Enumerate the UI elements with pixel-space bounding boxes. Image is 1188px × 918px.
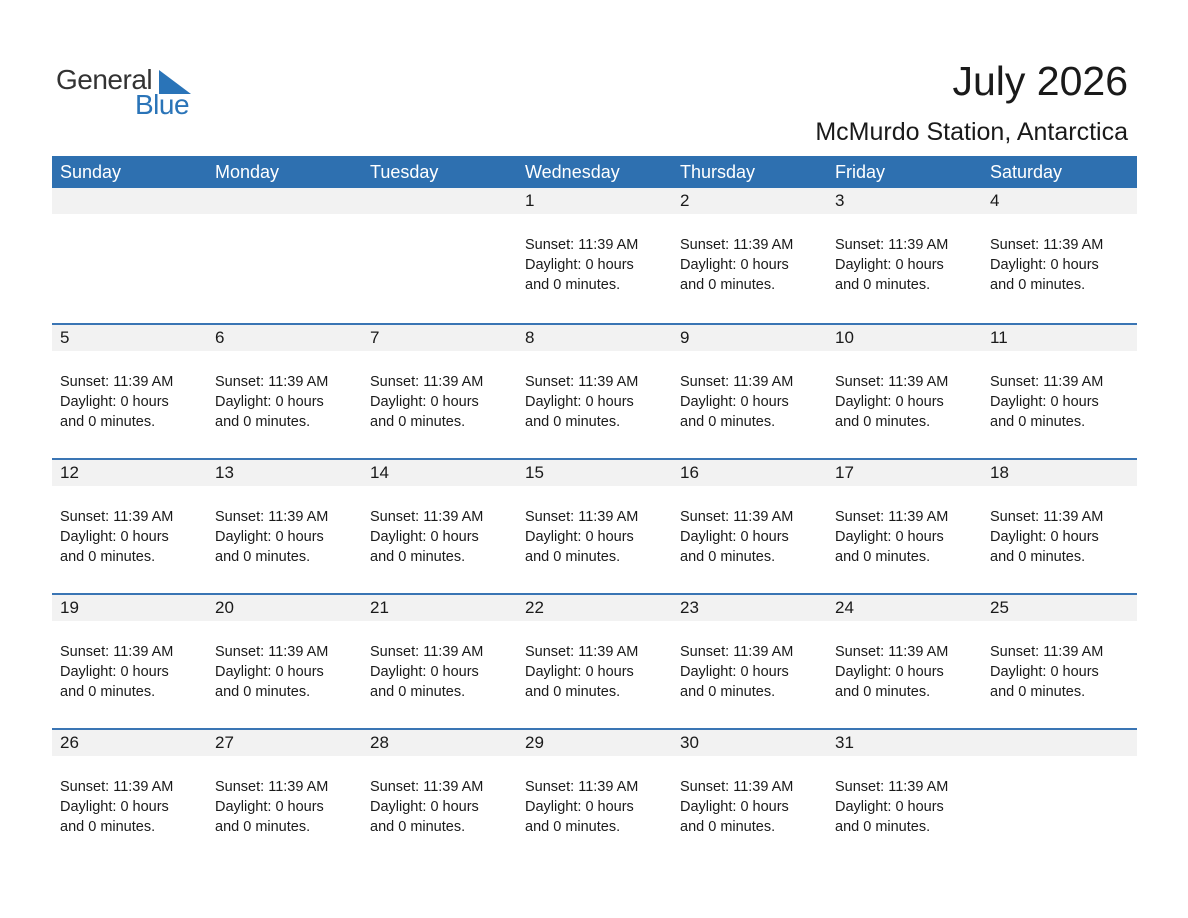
day-minutes-text: and 0 minutes.	[680, 414, 776, 430]
day-number: 23	[680, 598, 699, 617]
day-number: 5	[60, 328, 70, 347]
day-daylight-text: Daylight: 0 hours	[680, 257, 789, 273]
calendar-week	[52, 323, 1137, 458]
logo-text-general: General	[56, 64, 153, 95]
calendar-week	[52, 593, 1137, 728]
day-sunset-text: Sunset: 11:39 AM	[215, 779, 329, 795]
day-minutes-text: and 0 minutes.	[835, 549, 931, 565]
day-daylight-text: Daylight: 0 hours	[525, 529, 634, 545]
day-number: 6	[215, 328, 225, 347]
day-sunset-text: Sunset: 11:39 AM	[370, 779, 484, 795]
day-daylight-text: Daylight: 0 hours	[680, 799, 789, 815]
day-daylight-text: Daylight: 0 hours	[990, 257, 1099, 273]
day-daylight-text: Daylight: 0 hours	[990, 529, 1099, 545]
day-minutes-text: and 0 minutes.	[525, 549, 621, 565]
day-info-row	[52, 351, 1137, 432]
calendar-week	[52, 458, 1137, 593]
day-number-row	[52, 460, 1137, 486]
day-number: 17	[835, 463, 854, 482]
weekday-saturday: Saturday	[990, 162, 1063, 182]
day-minutes-text: and 0 minutes.	[990, 277, 1086, 293]
day-minutes-text: and 0 minutes.	[680, 819, 776, 835]
day-number: 16	[680, 463, 699, 482]
day-cell-info	[52, 372, 207, 432]
day-info-row	[52, 214, 1137, 295]
day-sunset-text: Sunset: 11:39 AM	[680, 237, 794, 253]
day-cell-info	[207, 507, 362, 567]
day-daylight-text: Daylight: 0 hours	[370, 529, 479, 545]
day-cell-info	[672, 507, 827, 567]
day-number: 18	[990, 463, 1009, 482]
day-cell-info	[982, 372, 1137, 432]
day-number-row	[52, 188, 1137, 214]
day-number	[207, 188, 362, 214]
day-sunset-text: Sunset: 11:39 AM	[990, 644, 1104, 660]
day-daylight-text: Daylight: 0 hours	[60, 664, 169, 680]
day-minutes-text: and 0 minutes.	[835, 819, 931, 835]
day-cell-info	[672, 372, 827, 432]
day-cell-info	[672, 642, 827, 702]
day-cell-info	[362, 507, 517, 567]
day-daylight-text: Daylight: 0 hours	[835, 529, 944, 545]
day-cell-info	[207, 235, 362, 295]
day-daylight-text: Daylight: 0 hours	[835, 394, 944, 410]
day-cell-info	[362, 777, 517, 837]
day-number: 24	[835, 598, 854, 617]
day-number	[52, 188, 207, 214]
day-sunset-text: Sunset: 11:39 AM	[835, 237, 949, 253]
day-sunset-text: Sunset: 11:39 AM	[215, 644, 329, 660]
day-minutes-text: and 0 minutes.	[990, 414, 1086, 430]
day-minutes-text: and 0 minutes.	[525, 277, 621, 293]
day-minutes-text: and 0 minutes.	[525, 819, 621, 835]
weekday-monday: Monday	[215, 162, 280, 182]
day-daylight-text: Daylight: 0 hours	[60, 799, 169, 815]
day-minutes-text: and 0 minutes.	[835, 277, 931, 293]
day-minutes-text: and 0 minutes.	[60, 684, 156, 700]
day-number	[982, 730, 1137, 756]
day-sunset-text: Sunset: 11:39 AM	[835, 644, 949, 660]
page-title: July 2026	[952, 58, 1128, 104]
weekday-wednesday: Wednesday	[525, 162, 620, 182]
day-info-row	[52, 756, 1137, 837]
weekday-tuesday: Tuesday	[370, 162, 439, 182]
day-cell-info	[52, 507, 207, 567]
day-cell-info	[207, 372, 362, 432]
day-cell-info	[982, 507, 1137, 567]
day-number: 22	[525, 598, 544, 617]
day-number: 28	[370, 733, 389, 752]
day-daylight-text: Daylight: 0 hours	[215, 799, 324, 815]
day-sunset-text: Sunset: 11:39 AM	[835, 779, 949, 795]
day-sunset-text: Sunset: 11:39 AM	[990, 509, 1104, 525]
day-minutes-text: and 0 minutes.	[835, 684, 931, 700]
day-daylight-text: Daylight: 0 hours	[680, 394, 789, 410]
day-cell-info	[362, 235, 517, 295]
day-daylight-text: Daylight: 0 hours	[60, 394, 169, 410]
day-number	[362, 188, 517, 214]
day-minutes-text: and 0 minutes.	[215, 549, 311, 565]
day-number: 21	[370, 598, 389, 617]
day-number: 4	[990, 191, 1000, 210]
day-number: 19	[60, 598, 79, 617]
day-daylight-text: Daylight: 0 hours	[525, 394, 634, 410]
weekday-friday: Friday	[835, 162, 886, 182]
day-cell-info	[517, 372, 672, 432]
day-minutes-text: and 0 minutes.	[370, 414, 466, 430]
day-cell-info	[517, 777, 672, 837]
day-sunset-text: Sunset: 11:39 AM	[525, 644, 639, 660]
day-number: 9	[680, 328, 690, 347]
day-minutes-text: and 0 minutes.	[60, 414, 156, 430]
calendar-week	[52, 728, 1137, 863]
weekday-header	[52, 156, 1137, 188]
day-cell-info	[827, 372, 982, 432]
day-sunset-text: Sunset: 11:39 AM	[215, 374, 329, 390]
day-number: 10	[835, 328, 854, 347]
day-cell-info	[52, 642, 207, 702]
day-sunset-text: Sunset: 11:39 AM	[835, 374, 949, 390]
day-cell-info	[982, 777, 1137, 837]
day-number: 20	[215, 598, 234, 617]
day-cell-info	[672, 777, 827, 837]
day-cell-info	[52, 235, 207, 295]
day-daylight-text: Daylight: 0 hours	[835, 799, 944, 815]
weekday-sunday: Sunday	[60, 162, 122, 182]
day-sunset-text: Sunset: 11:39 AM	[680, 374, 794, 390]
day-number: 7	[370, 328, 380, 347]
weeks-container	[52, 188, 1137, 863]
day-daylight-text: Daylight: 0 hours	[370, 664, 479, 680]
day-daylight-text: Daylight: 0 hours	[835, 664, 944, 680]
day-minutes-text: and 0 minutes.	[680, 549, 776, 565]
logo-text-blue: Blue	[135, 89, 190, 120]
day-number-row	[52, 730, 1137, 756]
day-cell-info	[827, 642, 982, 702]
day-minutes-text: and 0 minutes.	[680, 277, 776, 293]
day-cell-info	[517, 642, 672, 702]
day-number: 3	[835, 191, 845, 210]
day-number: 13	[215, 463, 234, 482]
day-number: 2	[680, 191, 690, 210]
day-number: 25	[990, 598, 1009, 617]
day-minutes-text: and 0 minutes.	[990, 684, 1086, 700]
day-cell-info	[362, 642, 517, 702]
day-cell-info	[517, 235, 672, 295]
day-sunset-text: Sunset: 11:39 AM	[370, 644, 484, 660]
day-daylight-text: Daylight: 0 hours	[525, 257, 634, 273]
day-sunset-text: Sunset: 11:39 AM	[525, 779, 639, 795]
day-cell-info	[827, 777, 982, 837]
day-cell-info	[982, 235, 1137, 295]
day-cell-info	[207, 642, 362, 702]
day-minutes-text: and 0 minutes.	[215, 414, 311, 430]
day-number: 11	[990, 328, 1008, 347]
day-minutes-text: and 0 minutes.	[60, 819, 156, 835]
day-daylight-text: Daylight: 0 hours	[835, 257, 944, 273]
day-minutes-text: and 0 minutes.	[215, 819, 311, 835]
day-number: 29	[525, 733, 544, 752]
day-cell-info	[362, 372, 517, 432]
day-sunset-text: Sunset: 11:39 AM	[680, 509, 794, 525]
day-sunset-text: Sunset: 11:39 AM	[370, 509, 484, 525]
day-minutes-text: and 0 minutes.	[680, 684, 776, 700]
day-sunset-text: Sunset: 11:39 AM	[60, 779, 174, 795]
day-cell-info	[982, 642, 1137, 702]
day-cell-info	[517, 507, 672, 567]
day-minutes-text: and 0 minutes.	[835, 414, 931, 430]
day-info-row	[52, 486, 1137, 567]
day-sunset-text: Sunset: 11:39 AM	[525, 374, 639, 390]
day-daylight-text: Daylight: 0 hours	[370, 799, 479, 815]
day-cell-info	[52, 777, 207, 837]
day-number: 8	[525, 328, 535, 347]
day-sunset-text: Sunset: 11:39 AM	[835, 509, 949, 525]
day-cell-info	[672, 235, 827, 295]
day-number: 14	[370, 463, 389, 482]
day-sunset-text: Sunset: 11:39 AM	[525, 237, 639, 253]
day-number: 31	[835, 733, 854, 752]
day-minutes-text: and 0 minutes.	[525, 684, 621, 700]
day-cell-info	[207, 777, 362, 837]
weekday-thursday: Thursday	[680, 162, 756, 182]
day-sunset-text: Sunset: 11:39 AM	[680, 779, 794, 795]
day-sunset-text: Sunset: 11:39 AM	[370, 374, 484, 390]
day-sunset-text: Sunset: 11:39 AM	[525, 509, 639, 525]
day-daylight-text: Daylight: 0 hours	[525, 664, 634, 680]
day-daylight-text: Daylight: 0 hours	[680, 529, 789, 545]
day-number: 1	[525, 191, 535, 210]
day-sunset-text: Sunset: 11:39 AM	[60, 374, 174, 390]
day-cell-info	[827, 507, 982, 567]
day-minutes-text: and 0 minutes.	[370, 819, 466, 835]
day-number: 26	[60, 733, 79, 752]
day-minutes-text: and 0 minutes.	[525, 414, 621, 430]
day-daylight-text: Daylight: 0 hours	[370, 394, 479, 410]
day-minutes-text: and 0 minutes.	[370, 684, 466, 700]
day-daylight-text: Daylight: 0 hours	[215, 664, 324, 680]
day-sunset-text: Sunset: 11:39 AM	[215, 509, 329, 525]
day-daylight-text: Daylight: 0 hours	[990, 394, 1099, 410]
day-minutes-text: and 0 minutes.	[60, 549, 156, 565]
brand-logo	[56, 64, 216, 120]
day-sunset-text: Sunset: 11:39 AM	[60, 509, 174, 525]
day-sunset-text: Sunset: 11:39 AM	[680, 644, 794, 660]
day-daylight-text: Daylight: 0 hours	[60, 529, 169, 545]
day-daylight-text: Daylight: 0 hours	[525, 799, 634, 815]
day-number-row	[52, 325, 1137, 351]
day-number-row	[52, 595, 1137, 621]
day-daylight-text: Daylight: 0 hours	[680, 664, 789, 680]
calendar-grid	[52, 156, 1137, 863]
day-sunset-text: Sunset: 11:39 AM	[990, 374, 1104, 390]
day-cell-info	[827, 235, 982, 295]
day-info-row	[52, 621, 1137, 702]
day-daylight-text: Daylight: 0 hours	[215, 529, 324, 545]
day-number: 15	[525, 463, 544, 482]
day-number: 12	[60, 463, 79, 482]
calendar-week	[52, 188, 1137, 323]
day-minutes-text: and 0 minutes.	[215, 684, 311, 700]
location-subtitle: McMurdo Station, Antarctica	[815, 118, 1128, 146]
day-number: 30	[680, 733, 699, 752]
day-sunset-text: Sunset: 11:39 AM	[60, 644, 174, 660]
day-daylight-text: Daylight: 0 hours	[990, 664, 1099, 680]
day-number: 27	[215, 733, 234, 752]
day-minutes-text: and 0 minutes.	[990, 549, 1086, 565]
day-sunset-text: Sunset: 11:39 AM	[990, 237, 1104, 253]
day-minutes-text: and 0 minutes.	[370, 549, 466, 565]
day-daylight-text: Daylight: 0 hours	[215, 394, 324, 410]
